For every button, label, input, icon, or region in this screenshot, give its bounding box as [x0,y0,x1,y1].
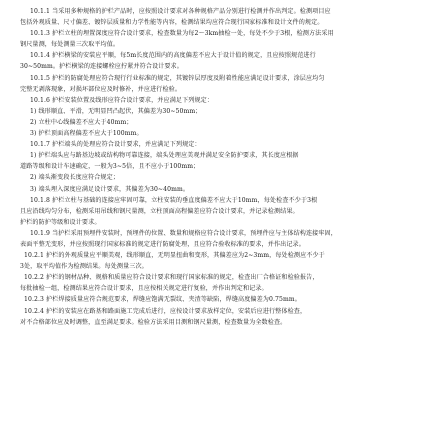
paragraph-line: 10.2.2 护栏的钢材品种、规格和质量应符合设计要求和现行国家标准的规定，检查出厂合格证和检验报告， [24,274,319,282]
list-item: 3) 护栏顶面高程偏差不应大于100mm。 [30,130,143,138]
paragraph-line: 3处，取平均值作为检测结果。每处测量三次。 [20,263,148,271]
list-item: 2) 立柱中心线偏差不应大于40mm； [30,118,133,126]
paragraph-line: 10.1.4 护栏横梁的安装应平顺，每5m长度范围内的高度偏差不应大于设计值的规定，且应按照规范进行 [30,52,316,60]
list-item: 1) 护栏端头应与路基边坡或结构物可靠连接，端头处理应美观并满足安全防护要求，其长度应根据 [30,152,299,160]
paragraph-line: 10.1.1 当采用多种规格的护栏产品时，应按照设计要求对各种规格产品分别进行检测并作出判定。检测项目应 [30,8,331,15]
paragraph-line: 10.2.3 护栏焊接质量应符合规范要求，焊缝应饱满无裂纹、夹渣等缺陷，焊缝高度偏差为0.75mm。 [24,296,301,304]
paragraph-line: 10.1.8 护栏立柱与基础的连接应牢固可靠，立柱安装的垂直度偏差不应大于10mm，每处检查不少于3根 [30,196,318,204]
paragraph-line: 钢尺量测，每处测量三次取平均值。 [20,41,120,49]
paragraph-line: 且应沿线均匀分布，检测采用吊线和钢尺量测，立柱顶面高程偏差应符合设计要求，并记录检测结果。 [20,207,299,215]
list-item: 2) 端头渐变段长度应符合规定； [30,174,120,182]
paragraph-line: 10.1.9 当护栏采用预埋件安装时，预埋件的位置、数量和规格应符合设计要求，预埋件应与主体结构连接牢固， [30,229,337,237]
paragraph-line: 完整无剥落现象，对损坏部位应及时修补，并应进行检验。 [20,85,182,93]
paragraph-line: 道路等级和设计车速确定，一般为3~5倍，且不应小于100mm； [20,163,200,171]
list-item: 3) 端头埋入深度应满足设计要求，其偏差为30~40mm。 [30,185,190,193]
paragraph-line: 每批抽检一组，检测结果应符合设计要求，且应按相关规定进行复验，并作出判定和记录。 [20,285,268,293]
paragraph-line: 护栏的防护等级和设计要求。 [20,218,101,226]
list-item: 1) 线形顺直、平滑，无明显凹凸起伏，其偏差为30~50mm； [30,107,202,115]
paragraph-line: 表面平整无变形，并应按照现行国家标准的规定进行防腐处理，且应符合验收标准的要求，并作出记录。 [20,240,305,248]
paragraph-line: 10.1.7 护栏端头的处理应符合设计要求，并应满足下列规定： [30,141,201,149]
paragraph-line: 10.1.3 护栏立柱的埋置深度应符合设计要求，检查数量为每2～3km抽检一处，每处不少于3根，检测方法采用 [30,30,334,38]
paragraph-line: 对不合格部位应及时调整，直至满足要求。检验方法采用目测和钢尺量测，检查数量为全数检查。 [20,318,287,326]
paragraph-line: 30~50mm。护栏横梁的连接螺栓应拧紧并符合设计要求。 [20,63,183,71]
text-body [20,6,418,328]
paragraph-line: 包括外观质量、尺寸偏差、镀锌层质量和力学性能等内容，检测结果均应符合现行国家标准和设计文件的规定。 [20,19,324,27]
paragraph-line: 10.1.5 护栏的防腐处理应符合现行行业标准的规定，其镀锌层厚度及附着性能应满足设计要求，涂层应均匀 [30,74,325,82]
paragraph-line: 10.2.1 护栏的外观质量应平顺美观，线形顺直，无明显扭曲和变形，其偏差应为2~3mm，每处检测应不少于 [24,252,325,260]
paragraph-line: 10.1.6 护栏安装位置及线形应符合设计要求，并应满足下列规定： [30,96,214,104]
paragraph-line: 10.2.4 护栏的安装应在路基和路面施工完成后进行，应按设计要求放样定位，安装后应进行整体检查， [24,307,307,315]
